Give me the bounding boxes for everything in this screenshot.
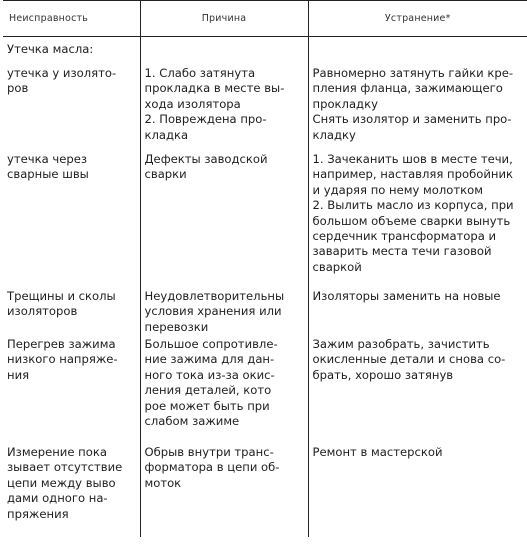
fault-cell: Трещины и сколы изоляторов [7, 289, 116, 319]
table-body [3, 37, 527, 538]
table-row [3, 152, 527, 289]
table-row [3, 60, 527, 152]
remedy-cell: Ремонт в мастерской [308, 445, 527, 537]
header-remedy: Устранение* [308, 1, 527, 37]
cause-cell: Дефекты заводской сварки [140, 152, 308, 289]
fault-cell: утечка у изолято- ров [7, 66, 117, 96]
group-row-oil-leak [3, 37, 527, 61]
table-row [3, 445, 527, 537]
fault-cell: утечка через сварные швы [7, 152, 89, 182]
header-cause: Причина [140, 1, 308, 37]
fault-cell: Измерение пока зывает отсутствие цепи между выво дами одного на- пряжения [7, 445, 123, 521]
cause-cell: Неудовлетворительны условия хранения или перевозки [140, 289, 308, 337]
remedy-cell: Равномерно затянуть гайки кре- пления фланца, зажимающего прокладку Снять изолятор и заменить про- кладку [308, 60, 527, 152]
group-label: Утечка масла: [7, 42, 94, 56]
table-row [3, 289, 527, 337]
fault-cell: Перегрев зажима низкого напряже- ния [7, 337, 118, 382]
remedy-cell: Изоляторы заменить на новые [308, 289, 527, 337]
cause-cell: Большое сопротивле- ние зажима для дан- ного тока из-за окис- ления деталей, кото рое может быть при слабом зажиме [140, 337, 308, 445]
cause-cell: Обрыв внутри транс- форматора в цепи об- моток [140, 445, 308, 537]
table-header [3, 1, 527, 37]
group-empty-cause [140, 37, 308, 61]
remedy-cell: 1. Зачеканить шов в месте течи, например, наставляя пробойник и ударяя по нему молотком 2. Вылить масло из корпуса, при большом объеме сварки вынуть сердечник трансформатора и заварить места течи газовой сваркой [308, 152, 527, 289]
fault-table [3, 0, 527, 537]
group-empty-remedy [308, 37, 527, 61]
table-row [3, 337, 527, 445]
remedy-cell: Зажим разобрать, зачистить окисленные детали и снова со- брать, хорошо затянув [308, 337, 527, 445]
header-fault: Неисправность [9, 13, 89, 24]
header-row [3, 1, 527, 37]
cause-cell: 1. Слабо затянута прокладка в месте вы- хода изолятора 2. Повреждена про- кладка [140, 60, 308, 152]
